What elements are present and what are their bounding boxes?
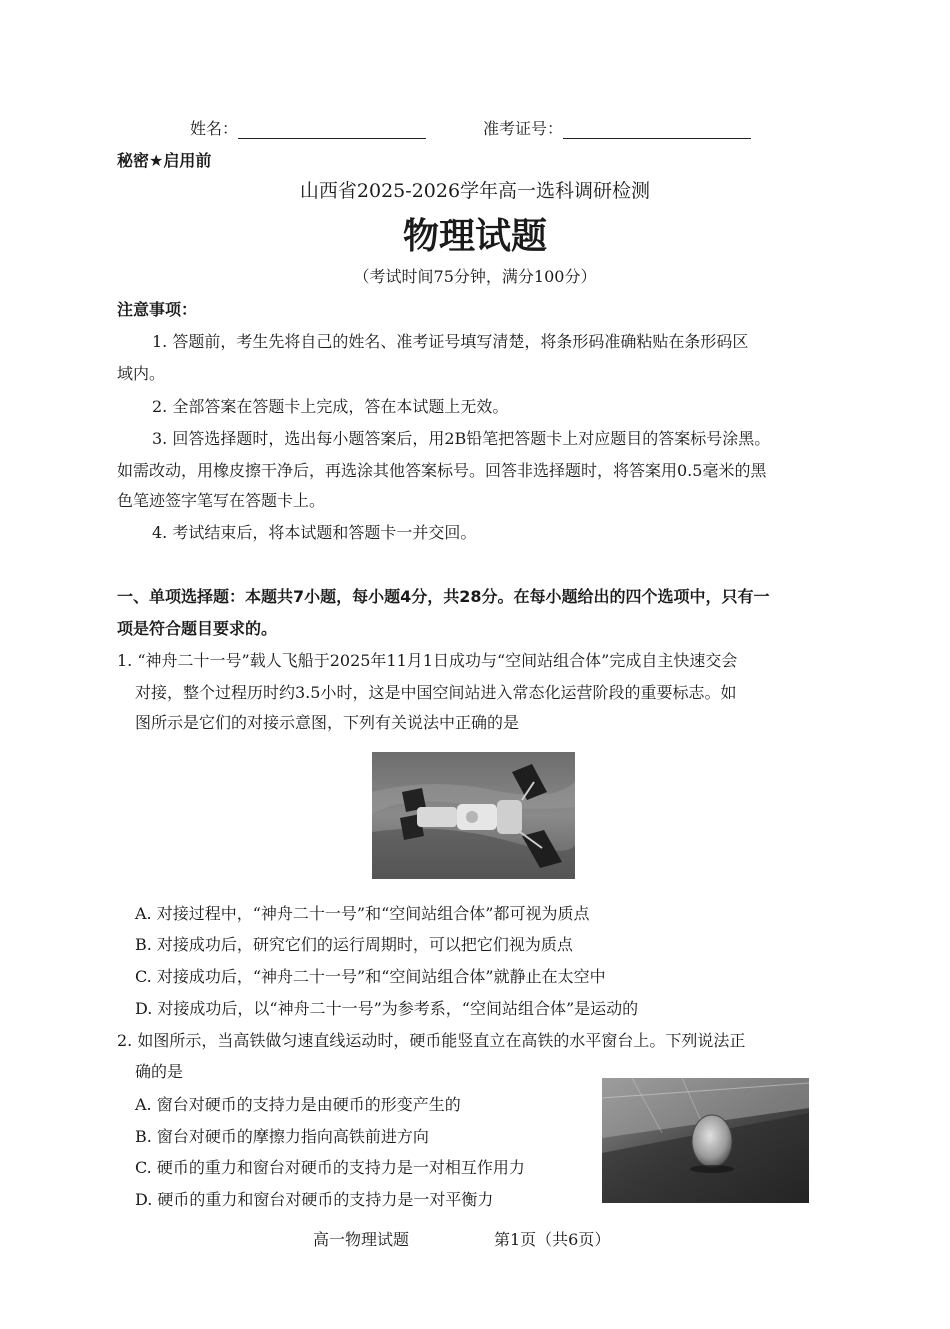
- q2-option-d: D. 硬币的重力和窗台对硬币的支持力是一对平衡力: [135, 1190, 494, 1209]
- page-title: 物理试题: [402, 215, 547, 257]
- q1-stem-line-1: 1. “神舟二十一号”载人飞船于2025年11月1日成功与“空间站组合体”完成自主快速交会: [117, 651, 738, 670]
- exam-org-title: 山西省2025-2026学年高一选科调研检测: [299, 180, 651, 202]
- note-2: 2. 全部答案在答题卡上完成，答在本试题上无效。: [152, 397, 509, 416]
- notes-heading: 注意事项：: [117, 300, 198, 319]
- coin-on-windowsill-image: [602, 1078, 809, 1203]
- name-field: [190, 116, 426, 139]
- exam-id-blank: [563, 120, 751, 139]
- note-3-line-3: 色笔迹签字笔写在答题卡上。: [117, 491, 326, 510]
- footer-page-number: 第1页（共6页）: [494, 1230, 611, 1249]
- q2-stem-line-2: 确的是: [135, 1062, 184, 1081]
- q2-stem-line-1: 2. 如图所示，当高铁做匀速直线运动时，硬币能竖直立在高铁的水平窗台上。下列说法正: [117, 1031, 746, 1050]
- section-1-line-2: 项是符合题目要求的。: [117, 619, 278, 638]
- exam-id-label: 准考证号：: [483, 119, 564, 138]
- exam-duration: （考试时间75分钟，满分100分）: [353, 267, 597, 286]
- q2-option-b: B. 窗台对硬币的摩擦力指向高铁前进方向: [135, 1127, 429, 1146]
- note-1-line-2: 域内。: [117, 364, 166, 383]
- exam-id-field: [483, 116, 751, 139]
- q2-option-a: A. 窗台对硬币的支持力是由硬币的形变产生的: [135, 1095, 461, 1114]
- note-1-line-1: 1. 答题前，考生先将自己的姓名、准考证号填写清楚，将条形码准确粘贴在条形码区: [152, 332, 749, 351]
- name-label: 姓名：: [190, 119, 239, 138]
- footer-title: 高一物理试题: [313, 1230, 410, 1249]
- q1-option-a: A. 对接过程中，“神舟二十一号”和“空间站组合体”都可视为质点: [135, 904, 590, 923]
- q1-option-b: B. 对接成功后，研究它们的运行周期时，可以把它们视为质点: [135, 935, 573, 954]
- q2-option-c: C. 硬币的重力和窗台对硬币的支持力是一对相互作用力: [135, 1158, 525, 1177]
- name-blank: [238, 120, 426, 139]
- q1-stem-line-3: 图所示是它们的对接示意图，下列有关说法中正确的是: [135, 713, 520, 732]
- section-1-line-1: 一、单项选择题：本题共7小题，每小题4分，共28分。在每小题给出的四个选项中，只有一: [117, 587, 770, 606]
- note-3-line-2: 如需改动，用橡皮擦干净后，再选涂其他答案标号。回答非选择题时，将答案用0.5毫米的黑: [117, 461, 767, 480]
- note-4: 4. 考试结束后，将本试题和答题卡一并交回。: [152, 523, 477, 542]
- secret-mark: 秘密★启用前: [117, 151, 212, 170]
- q1-option-d: D. 对接成功后，以“神舟二十一号”为参考系，“空间站组合体”是运动的: [135, 999, 639, 1018]
- spacecraft-docking-image: [372, 752, 575, 879]
- q1-stem-line-2: 对接，整个过程历时约3.5小时，这是中国空间站进入常态化运营阶段的重要标志。如: [135, 683, 737, 702]
- note-3-line-1: 3. 回答选择题时，选出每小题答案后，用2B铅笔把答题卡上对应题目的答案标号涂黑。: [152, 429, 771, 448]
- q1-option-c: C. 对接成功后，“神舟二十一号”和“空间站组合体”就静止在太空中: [135, 967, 606, 986]
